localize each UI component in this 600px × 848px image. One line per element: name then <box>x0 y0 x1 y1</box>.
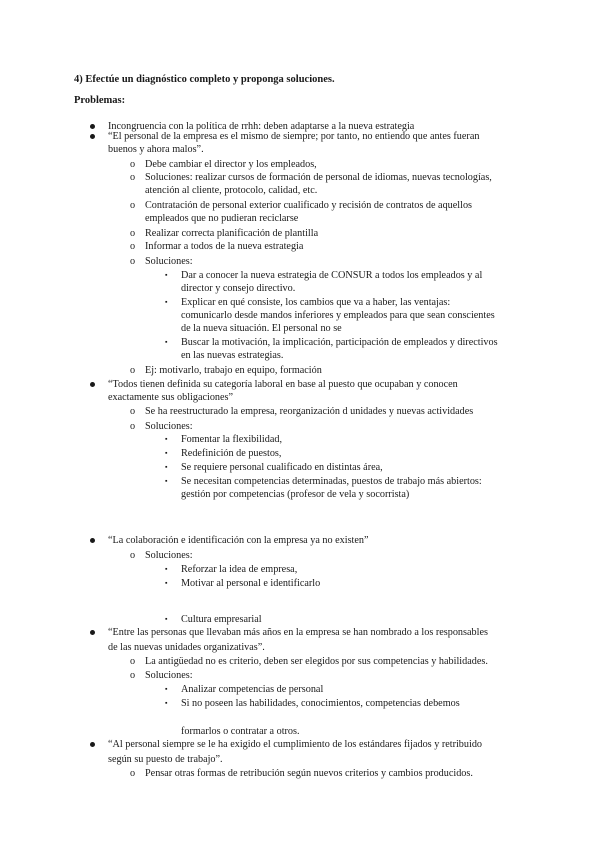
circle-bullet-icon: o <box>130 421 136 432</box>
solution-item-text: Se requiere personal cualificado en distintas área, <box>181 462 383 473</box>
solution-item-text: Se necesitan competencias determinadas, puestos de trabajo más abiertos: <box>181 476 482 487</box>
problem-item-text: exactamente sus obligaciones” <box>108 392 234 403</box>
bullet-icon <box>90 134 95 139</box>
bullet-icon <box>90 742 95 747</box>
solution-item-text: Cultura empresarial <box>181 614 262 625</box>
sub-item-text: Ej: motivarlo, trabajo en equipo, formación <box>145 365 322 376</box>
solution-item-text: de la nueva situación. El personal no se <box>181 323 342 334</box>
circle-bullet-icon: o <box>130 228 136 239</box>
sub-item-text: Soluciones: <box>145 550 193 561</box>
sub-item-text: La antigüedad no es criterio, deben ser elegidos por sus competencias y habilidades. <box>145 656 488 667</box>
bullet-icon <box>90 630 95 635</box>
solution-item-text: en las nuevas estrategias. <box>181 350 284 361</box>
sub-item-text: Informar a todos de la nueva estrategia <box>145 241 304 252</box>
square-bullet-icon: ▪ <box>165 579 168 587</box>
square-bullet-icon: ▪ <box>165 565 168 573</box>
square-bullet-icon: ▪ <box>165 685 168 693</box>
sub-item-text: Se ha reestructurado la empresa, reorganización d unidades y nuevas actividades <box>145 406 474 417</box>
square-bullet-icon: ▪ <box>165 449 168 457</box>
square-bullet-icon: ▪ <box>165 435 168 443</box>
sub-item-text: Soluciones: <box>145 256 193 267</box>
circle-bullet-icon: o <box>130 172 136 183</box>
square-bullet-icon: ▪ <box>165 463 168 471</box>
sub-item-text: empleados que no pudieran reciclarse <box>145 213 299 224</box>
sub-item-text: Debe cambiar el director y los empleados, <box>145 159 317 170</box>
circle-bullet-icon: o <box>130 256 136 267</box>
square-bullet-icon: ▪ <box>165 477 168 485</box>
bullet-icon <box>90 124 95 129</box>
section-heading: 4) Efectúe un diagnóstico completo y proponga soluciones. <box>74 74 335 85</box>
problem-item-text: de las nuevas unidades organizativas”. <box>108 642 265 653</box>
circle-bullet-icon: o <box>130 656 136 667</box>
bullet-icon <box>90 538 95 543</box>
circle-bullet-icon: o <box>130 365 136 376</box>
square-bullet-icon: ▪ <box>165 615 168 623</box>
problem-item-text: “Entre las personas que llevaban más años en la empresa se han nombrado a los responsables <box>108 627 488 638</box>
problem-item-text: “Todos tienen definida su categoría laboral en base al puesto que ocupaban y conocen <box>108 379 458 390</box>
problem-item-text: “El personal de la empresa es el mismo de siempre; por tanto, no entiendo que antes fueran <box>108 131 480 142</box>
bullet-icon <box>90 382 95 387</box>
square-bullet-icon: ▪ <box>165 298 168 306</box>
square-bullet-icon: ▪ <box>165 271 168 279</box>
solution-item-text: director y consejo directivo. <box>181 283 296 294</box>
problem-item-text: “La colaboración e identificación con la empresa ya no existen” <box>108 535 369 546</box>
solution-item-text: Reforzar la idea de empresa, <box>181 564 298 575</box>
circle-bullet-icon: o <box>130 768 136 779</box>
problem-item-text: “Al personal siempre se le ha exigido el cumplimiento de los estándares fijados y retribuido <box>108 739 483 750</box>
square-bullet-icon: ▪ <box>165 699 168 707</box>
circle-bullet-icon: o <box>130 241 136 252</box>
sub-item-text: Soluciones: <box>145 421 193 432</box>
circle-bullet-icon: o <box>130 200 136 211</box>
sub-item-text: Soluciones: realizar cursos de formación de personal de idiomas, nuevas tecnologías, <box>145 172 492 183</box>
solution-item-text: comunicarlo desde mandos inferiores y empleados para que sean conscientes <box>181 310 495 321</box>
solution-item-text: Analizar competencias de personal <box>181 684 324 695</box>
solution-item-text: formarlos o contratar a otros. <box>181 726 300 737</box>
solution-item-text: Si no poseen las habilidades, conocimientos, competencias debemos <box>181 698 460 709</box>
problem-item-text: Incongruencia con la política de rrhh: deben adaptarse a la nueva estrategia <box>108 121 415 132</box>
circle-bullet-icon: o <box>130 406 136 417</box>
square-bullet-icon: ▪ <box>165 338 168 346</box>
sub-item-text: Pensar otras formas de retribución según nuevos criterios y cambios producidos. <box>145 768 473 779</box>
problem-item-text: buenos y ahora malos”. <box>108 144 204 155</box>
solution-item-text: Motivar al personal e identificarlo <box>181 578 321 589</box>
problems-label: Problemas: <box>74 95 126 106</box>
sub-item-text: Contratación de personal exterior cualificado y recisión de contratos de aquellos <box>145 200 473 211</box>
circle-bullet-icon: o <box>130 670 136 681</box>
solution-item-text: Redefinición de puestos, <box>181 448 282 459</box>
solution-item-text: Fomentar la flexibilidad, <box>181 434 282 445</box>
solution-item-text: Buscar la motivación, la implicación, participación de empleados y directivos <box>181 337 498 348</box>
solution-item-text: gestión por competencias (profesor de vela y socorrista) <box>181 489 410 500</box>
solution-item-text: Explicar en qué consiste, los cambios que va a haber, las ventajas: <box>181 297 451 308</box>
problem-item-text: según su puesto de trabajo”. <box>108 754 223 765</box>
circle-bullet-icon: o <box>130 159 136 170</box>
sub-item-text: Realizar correcta planificación de plantilla <box>145 228 319 239</box>
circle-bullet-icon: o <box>130 550 136 561</box>
sub-item-text: atención al cliente, protocolo, calidad, etc. <box>145 185 318 196</box>
sub-item-text: Soluciones: <box>145 670 193 681</box>
solution-item-text: Dar a conocer la nueva estrategia de CONSUR a todos los empleados y al <box>181 270 483 281</box>
